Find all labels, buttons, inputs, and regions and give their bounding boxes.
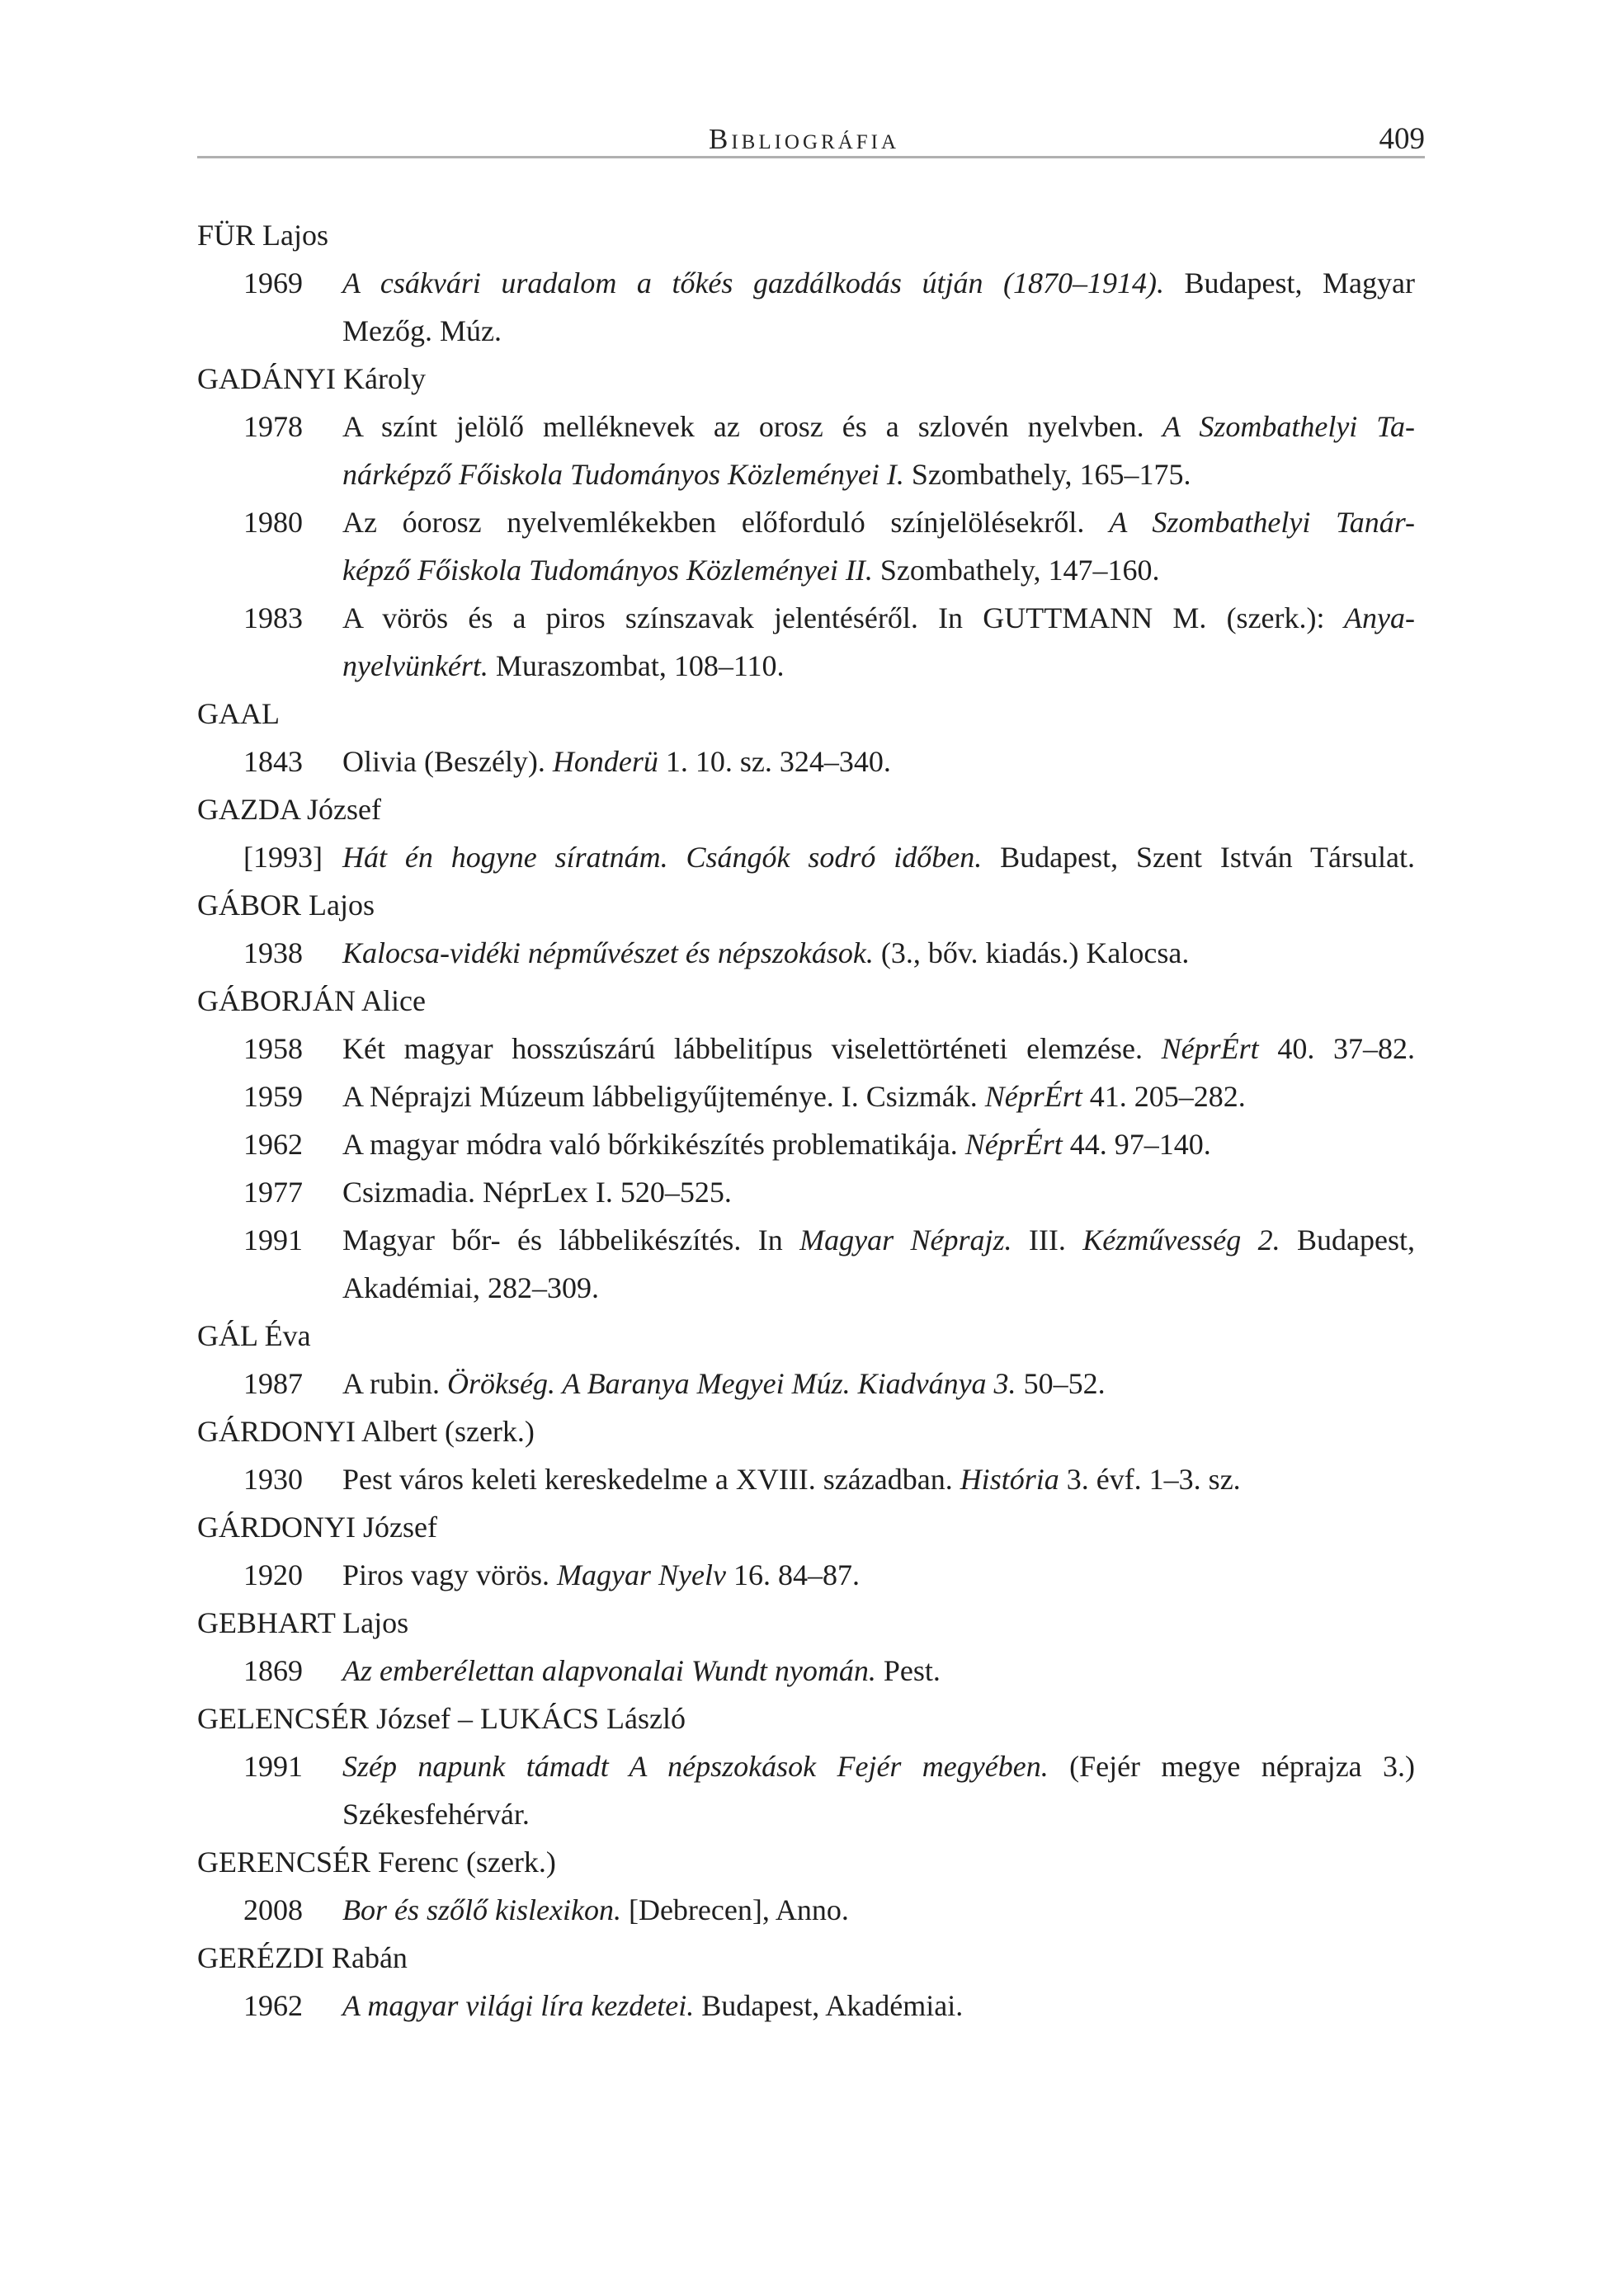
entry-line bbox=[197, 259, 1415, 307]
entry-line bbox=[197, 1120, 1415, 1168]
title-segment: Honderü bbox=[545, 745, 658, 778]
author-line bbox=[197, 785, 1415, 833]
text-segment: 40. 37–82. bbox=[1258, 1032, 1415, 1065]
text-segment: Csizmadia. NéprLex I. 520–525. bbox=[342, 1176, 732, 1209]
entry-year: 1977 bbox=[243, 1176, 303, 1209]
text-segment: A magyar módra való bőrkikészítés problematikája. bbox=[342, 1128, 958, 1161]
entry-line bbox=[197, 738, 1415, 785]
title-segment: História bbox=[952, 1463, 1059, 1496]
text-segment: A színt jelölő melléknevek az orosz és a szlovén nyelvben. bbox=[342, 410, 1144, 443]
title-segment: NéprÉrt bbox=[957, 1128, 1063, 1161]
text-segment: Szombathely, 147–160. bbox=[872, 554, 1160, 587]
author-line bbox=[197, 977, 1415, 1025]
bibliography-list bbox=[197, 211, 1415, 2030]
entry-year: 1969 bbox=[243, 266, 303, 299]
entry-line bbox=[197, 1216, 1415, 1264]
text-segment: GELENCSÉR József – LUKÁCS László bbox=[197, 1702, 686, 1735]
text-segment: 16. 84–87. bbox=[725, 1558, 860, 1591]
entry-year: 1938 bbox=[243, 936, 303, 969]
title-segment: képző Főiskola Tudományos Közleményei II. bbox=[342, 554, 873, 587]
text-segment: A vörös és a piros színszavak jelentéséről. In GUTTMANN M. (szerk.): bbox=[342, 601, 1325, 634]
text-segment: A rubin. bbox=[342, 1367, 441, 1400]
entry-line bbox=[197, 1647, 1415, 1695]
text-segment: GEBHART Lajos bbox=[197, 1606, 409, 1639]
text-segment: 50–52. bbox=[1016, 1367, 1106, 1400]
entry-year: 1980 bbox=[243, 506, 303, 539]
author-line bbox=[197, 211, 1415, 259]
text-segment: Mezőg. Múz. bbox=[342, 314, 502, 347]
author-line bbox=[197, 690, 1415, 738]
text-segment: (3., bőv. kiadás.) Kalocsa. bbox=[873, 936, 1190, 969]
entry-line bbox=[197, 1360, 1415, 1407]
entry-line bbox=[197, 1742, 1415, 1790]
text-segment: 1. 10. sz. 324–340. bbox=[658, 745, 891, 778]
title-segment: Anya- bbox=[1324, 601, 1415, 634]
text-segment: Szombathely, 165–175. bbox=[903, 458, 1191, 491]
title-segment: NéprÉrt bbox=[1143, 1032, 1259, 1065]
text-segment: FÜR Lajos bbox=[197, 219, 329, 252]
entry-year: 1987 bbox=[243, 1367, 303, 1400]
entry-year: 1920 bbox=[243, 1558, 303, 1591]
author-line bbox=[197, 881, 1415, 929]
author-line bbox=[197, 355, 1415, 403]
title-segment: nyelvünkért. bbox=[342, 649, 488, 682]
entry-year: 1958 bbox=[243, 1032, 303, 1065]
author-line bbox=[197, 1599, 1415, 1647]
text-segment: GÁBORJÁN Alice bbox=[197, 984, 426, 1017]
title-segment: A magyar világi líra kezdetei. bbox=[342, 1989, 695, 2022]
text-segment: Budapest, Szent István Társulat. bbox=[982, 841, 1415, 874]
title-segment: Az emberélettan alapvonalai Wundt nyomán. bbox=[342, 1654, 876, 1687]
entry-line bbox=[197, 929, 1415, 977]
entry-year: 1978 bbox=[243, 410, 303, 443]
entry-year: 1930 bbox=[243, 1463, 303, 1496]
title-segment: Örökség. A Baranya Megyei Múz. Kiadványa 3. bbox=[440, 1367, 1016, 1400]
page-number: 409 bbox=[1379, 122, 1425, 156]
text-segment: [Debrecen], Anno. bbox=[620, 1893, 849, 1926]
continuation-line bbox=[197, 642, 1415, 690]
text-segment: Két magyar hosszúszárú lábbelitípus viselettörténeti elemzése. bbox=[342, 1032, 1143, 1065]
entry-year: 1843 bbox=[243, 745, 303, 778]
text-segment: Budapest, bbox=[1280, 1223, 1416, 1256]
running-head bbox=[0, 122, 1608, 157]
text-segment: Piros vagy vörös. bbox=[342, 1558, 549, 1591]
text-segment: Akadémiai, 282–309. bbox=[342, 1271, 599, 1304]
text-segment: Muraszombat, 108–110. bbox=[488, 649, 785, 682]
entry-line bbox=[197, 403, 1415, 450]
entry-line bbox=[197, 833, 1415, 881]
continuation-line bbox=[197, 450, 1415, 498]
header-rule bbox=[197, 156, 1425, 158]
title-segment: Bor és szőlő kislexikon. bbox=[342, 1893, 621, 1926]
author-line bbox=[197, 1695, 1415, 1742]
text-segment: (Fejér megye néprajza 3.) bbox=[1048, 1750, 1416, 1783]
entry-line bbox=[197, 1886, 1415, 1934]
text-segment: GERENCSÉR Ferenc (szerk.) bbox=[197, 1846, 556, 1879]
text-segment: GÁL Éva bbox=[197, 1319, 311, 1352]
text-segment: GÁBOR Lajos bbox=[197, 889, 375, 922]
text-segment: Pest város keleti kereskedelme a XVIII. században. bbox=[342, 1463, 953, 1496]
title-segment: Kalocsa-vidéki népművészet és népszokások. bbox=[342, 936, 874, 969]
text-segment: Pest. bbox=[875, 1654, 941, 1687]
running-head-title: Bibliográfia bbox=[708, 123, 900, 155]
text-segment: GAZDA József bbox=[197, 793, 381, 826]
entry-line bbox=[197, 1168, 1415, 1216]
title-segment: NéprÉrt bbox=[977, 1080, 1082, 1113]
title-segment: A Szombathelyi Tanár- bbox=[1084, 506, 1415, 539]
title-segment: Kézművesség 2. bbox=[1065, 1223, 1280, 1256]
text-segment: Budapest, Magyar bbox=[1164, 266, 1416, 299]
title-segment: Szép napunk támadt A népszokások Fejér megyében. bbox=[342, 1750, 1049, 1783]
author-line bbox=[197, 1407, 1415, 1455]
title-segment: nárképző Főiskola Tudományos Közleményei I. bbox=[342, 458, 904, 491]
author-line bbox=[197, 1503, 1415, 1551]
title-segment: A Szombathelyi Ta- bbox=[1144, 410, 1415, 443]
text-segment: GADÁNYI Károly bbox=[197, 362, 426, 395]
text-segment: Budapest, Akadémiai. bbox=[694, 1989, 964, 2022]
entry-line bbox=[197, 1073, 1415, 1120]
text-segment: Magyar bőr- és lábbelikészítés. In bbox=[342, 1223, 783, 1256]
text-segment: GERÉZDI Rabán bbox=[197, 1941, 408, 1974]
continuation-line bbox=[197, 546, 1415, 594]
title-segment: Magyar Nyelv bbox=[549, 1558, 726, 1591]
entry-year: 1869 bbox=[243, 1654, 303, 1687]
title-segment: A csákvári uradalom a tőkés gazdálkodás útján (1870–1914). bbox=[342, 266, 1164, 299]
author-line bbox=[197, 1312, 1415, 1360]
title-segment: Magyar Néprajz. bbox=[782, 1223, 1012, 1256]
entry-line bbox=[197, 1025, 1415, 1073]
entry-line bbox=[197, 498, 1415, 546]
entry-year: 1962 bbox=[243, 1128, 303, 1161]
text-segment: 41. 205–282. bbox=[1082, 1080, 1246, 1113]
text-segment: 3. évf. 1–3. sz. bbox=[1059, 1463, 1241, 1496]
text-segment: Székesfehérvár. bbox=[342, 1798, 530, 1831]
entry-line bbox=[197, 594, 1415, 642]
entry-year: 1983 bbox=[243, 601, 303, 634]
entry-line bbox=[197, 1455, 1415, 1503]
text-segment: GÁRDONYI József bbox=[197, 1511, 437, 1544]
entry-year: 1959 bbox=[243, 1080, 303, 1113]
entry-line bbox=[197, 1551, 1415, 1599]
title-segment: Hát én hogyne síratnám. Csángók sodró időben. bbox=[342, 841, 983, 874]
continuation-line bbox=[197, 1264, 1415, 1312]
entry-year: 2008 bbox=[243, 1893, 303, 1926]
text-segment: 44. 97–140. bbox=[1062, 1128, 1211, 1161]
entry-line bbox=[197, 1982, 1415, 2030]
text-segment: A Néprajzi Múzeum lábbeligyűjteménye. I. Csizmák. bbox=[342, 1080, 978, 1113]
text-segment: III. bbox=[1011, 1223, 1066, 1256]
author-line bbox=[197, 1838, 1415, 1886]
continuation-line bbox=[197, 1790, 1415, 1838]
text-segment: Olivia (Beszély). bbox=[342, 745, 545, 778]
entry-year: 1962 bbox=[243, 1989, 303, 2022]
text-segment: GAAL bbox=[197, 697, 280, 730]
continuation-line bbox=[197, 307, 1415, 355]
text-segment: GÁRDONYI Albert (szerk.) bbox=[197, 1415, 535, 1448]
entry-year: 1991 bbox=[243, 1223, 303, 1256]
text-segment: Az óorosz nyelvemlékekben előforduló színjelölésekről. bbox=[342, 506, 1085, 539]
entry-year: 1991 bbox=[243, 1750, 303, 1783]
author-line bbox=[197, 1934, 1415, 1982]
entry-year: [1993] bbox=[243, 841, 323, 874]
